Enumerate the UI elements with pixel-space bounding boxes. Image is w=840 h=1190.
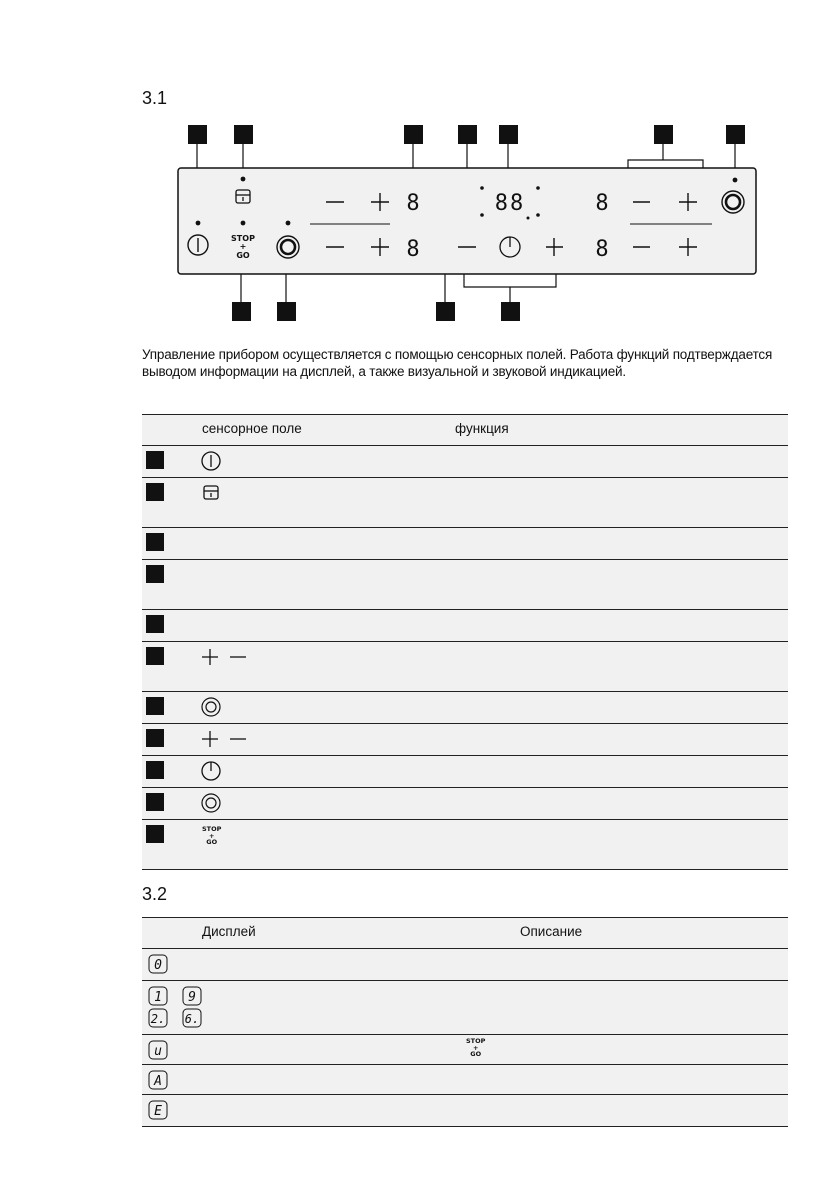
ring-icon	[200, 792, 222, 814]
table-row	[142, 445, 788, 477]
display-symbol	[148, 1069, 172, 1091]
callout-marker	[654, 125, 673, 144]
timer-icon	[200, 760, 222, 782]
sensor-fields-table	[142, 414, 788, 870]
timer-display: 88	[494, 191, 526, 216]
display-symbol	[148, 953, 172, 975]
callout-marker	[146, 761, 164, 779]
table-row	[142, 1064, 788, 1094]
svg-text:1: 1	[154, 990, 162, 1005]
plus-sign: +	[239, 242, 247, 251]
table-row	[142, 787, 788, 819]
callout-marker	[501, 302, 520, 321]
callout-markers-top	[188, 125, 745, 144]
callout-marker	[146, 451, 164, 469]
section-title-3-1: 3.1	[142, 88, 168, 108]
display-symbols	[148, 985, 218, 1031]
callout-markers-bottom	[232, 302, 520, 321]
ring-icon	[200, 696, 222, 718]
table-row	[142, 477, 788, 527]
control-panel-diagram	[0, 0, 840, 330]
table-row	[142, 641, 788, 691]
callout-marker	[234, 125, 253, 144]
table-row	[142, 609, 788, 641]
display-symbol	[148, 1099, 172, 1121]
callout-marker	[146, 533, 164, 551]
table-row	[142, 948, 788, 980]
table-row	[142, 723, 788, 755]
table-header-row	[142, 917, 788, 948]
callout-marker	[146, 697, 164, 715]
display-symbol	[148, 1039, 172, 1061]
plus-minus-icon	[200, 728, 250, 750]
power-icon	[200, 450, 222, 472]
table-row	[142, 559, 788, 609]
lock-icon	[200, 482, 222, 504]
svg-text:E: E	[154, 1104, 162, 1119]
table-row	[142, 819, 788, 870]
display-digit: 8	[595, 237, 609, 262]
callout-marker	[146, 825, 164, 843]
callout-marker	[146, 565, 164, 583]
table-row	[142, 1094, 788, 1127]
callout-marker	[146, 483, 164, 501]
table-row	[142, 755, 788, 787]
table-row	[142, 527, 788, 559]
svg-text:u: u	[154, 1044, 162, 1059]
callout-marker	[188, 125, 207, 144]
display-digit: 8	[595, 191, 609, 216]
panel-frame	[178, 168, 756, 274]
header-description: Описание	[520, 924, 583, 939]
svg-text:0: 0	[154, 958, 162, 973]
stop-label: STOP	[231, 234, 255, 243]
callout-marker	[146, 647, 164, 665]
callout-marker	[458, 125, 477, 144]
callout-marker	[277, 302, 296, 321]
callout-marker	[726, 125, 745, 144]
display-table	[142, 917, 788, 1127]
header-sensor: сенсорное поле	[202, 421, 302, 436]
header-display: Дисплей	[202, 924, 256, 939]
callout-marker	[146, 793, 164, 811]
table-row	[142, 980, 788, 1034]
display-digit: 8	[406, 191, 420, 216]
svg-text:A: A	[154, 1074, 162, 1089]
callout-marker	[436, 302, 455, 321]
display-digit: 8	[406, 237, 420, 262]
stop-go-icon: STOP + GO	[466, 1037, 486, 1058]
table-header-row	[142, 414, 788, 445]
table-row	[142, 691, 788, 723]
go-label: GO	[236, 251, 250, 260]
callout-marker	[146, 615, 164, 633]
header-function: функция	[455, 421, 509, 436]
section-title-3-2: 3.2	[142, 884, 168, 904]
stop-go-icon: STOP + GO	[202, 825, 222, 846]
plus-minus-icon	[200, 646, 250, 668]
intro-paragraph: Управление прибором осуществляется с помощью сенсорных полей. Работа функций подтверждается выводом информации на дисплей, а также визуальной и звуковой индикацией.	[142, 347, 773, 379]
callout-marker	[146, 729, 164, 747]
svg-text:2.: 2.	[150, 1012, 166, 1026]
callout-marker	[232, 302, 251, 321]
table-row	[142, 1034, 788, 1064]
callout-marker	[499, 125, 518, 144]
callout-marker	[404, 125, 423, 144]
svg-text:9: 9	[188, 990, 196, 1005]
svg-text:6.: 6.	[184, 1012, 200, 1026]
